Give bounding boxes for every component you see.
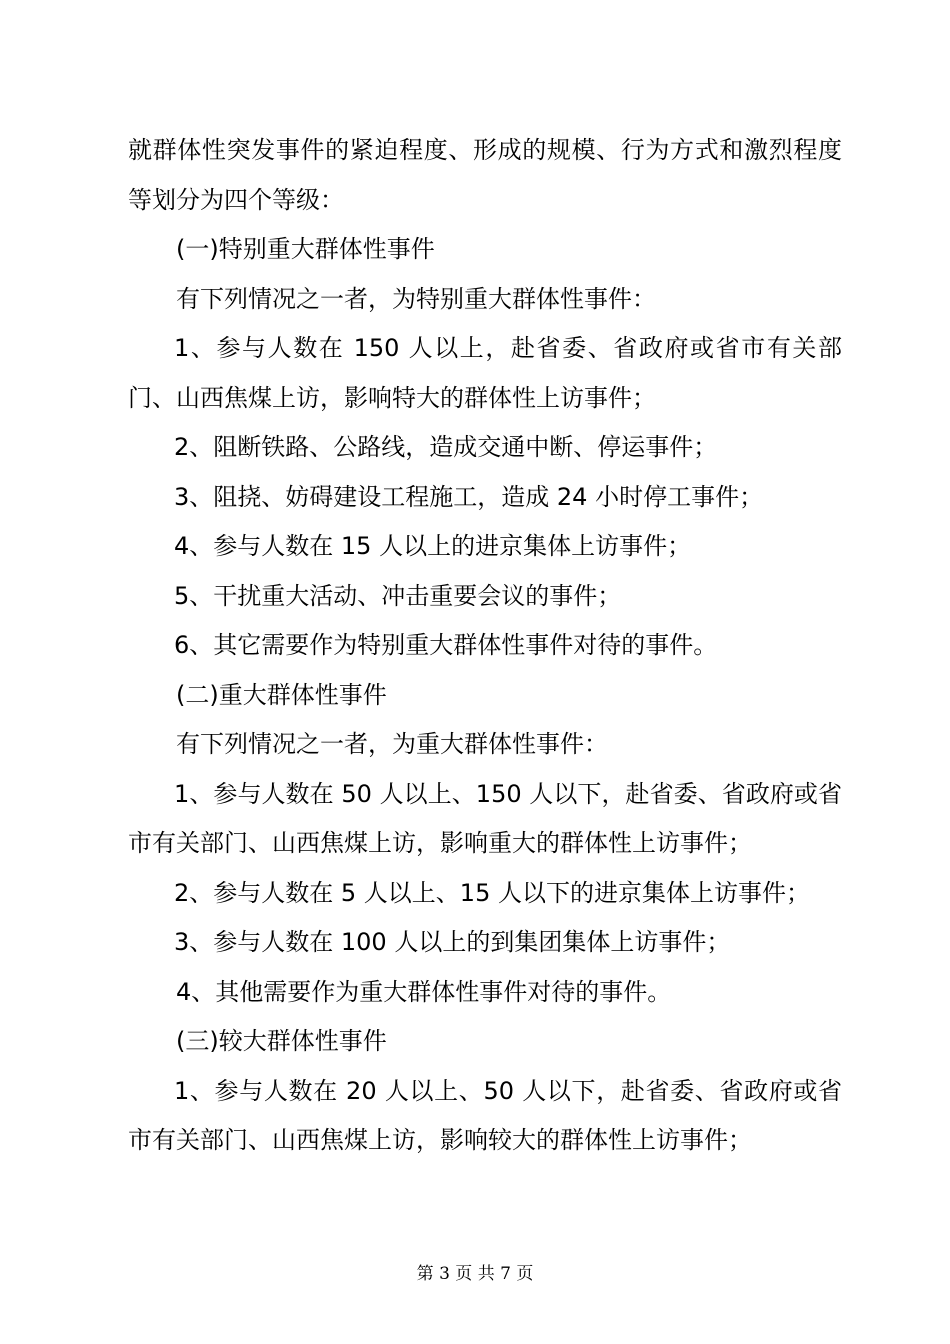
paragraph-intro: 就群体性突发事件的紧迫程度、形成的规模、行为方式和激烈程度等划分为四个等级：: [128, 136, 842, 214]
paragraph-level-2-criteria: 有下列情况之一者，为重大群体性事件：: [176, 730, 608, 758]
page-footer: [0, 1262, 950, 1286]
document-body: [128, 126, 842, 1166]
paragraph-level-1-criteria: 有下列情况之一者，为特别重大群体性事件：: [176, 284, 656, 313]
list-item: 1、参与人数在 50 人以上、150 人以下，赴省委、省政府或省市有关部门、山西焦煤上访，影响重大的群体性上访事件；: [128, 779, 842, 857]
list-item: 3、阻挠、妨碍建设工程施工，造成 24 小时停工事件；: [174, 482, 764, 511]
heading-level-1: (一)特别重大群体性事件: [176, 235, 435, 263]
list-item: 4、其他需要作为重大群体性事件对待的事件。: [176, 977, 672, 1006]
heading-level-2: (二)重大群体性事件: [176, 680, 387, 709]
list-item: 2、参与人数在 5 人以上、15 人以下的进京集体上访事件；: [174, 878, 810, 907]
heading-level-3: (三)较大群体性事件: [176, 1027, 387, 1055]
list-item: 5、干扰重大活动、冲击重要会议的事件；: [174, 581, 622, 610]
page-number: 第 3 页 共 7 页: [416, 1264, 534, 1284]
list-item: 3、参与人数在 100 人以上的到集团集体上访事件；: [174, 928, 731, 956]
list-item: 6、其它需要作为特别重大群体性事件对待的事件。: [174, 631, 718, 659]
list-item: 1、参与人数在 20 人以上、50 人以下，赴省委、省政府或省市有关部门、山西焦煤上访，影响较大的群体性上访事件；: [128, 1076, 842, 1154]
list-item: 4、参与人数在 15 人以上的进京集体上访事件；: [174, 532, 692, 560]
list-item: 1、参与人数在 150 人以上，赴省委、省政府或省市有关部门、山西焦煤上访，影响特大的群体性上访事件；: [128, 334, 842, 412]
list-item: 2、阻断铁路、公路线，造成交通中断、停运事件；: [174, 433, 718, 461]
